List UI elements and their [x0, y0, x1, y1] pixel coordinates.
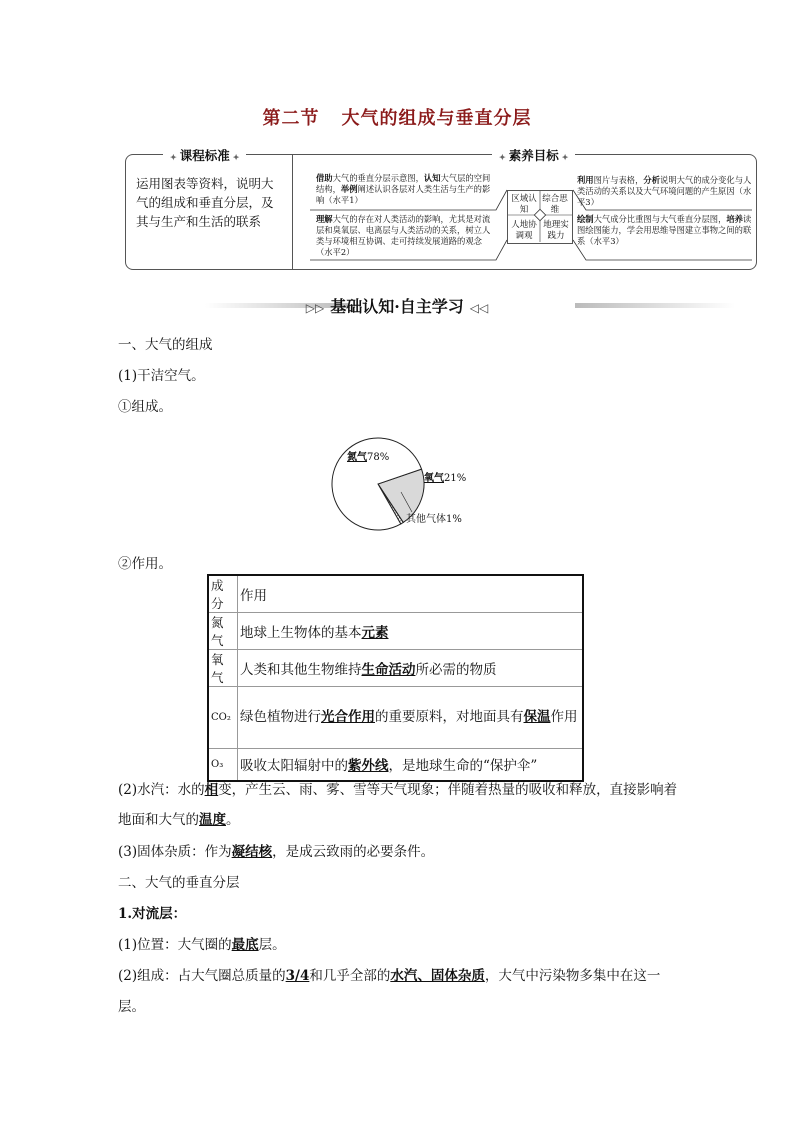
cell-answer: 生命活动 [361, 662, 416, 678]
para-water-vapor-2 [118, 808, 240, 828]
text: (1)位置：大气圈的 [118, 937, 232, 953]
cell-answer: 紫外线 [348, 758, 389, 775]
table-row [208, 749, 583, 781]
cell-text: 吸收太阳辐射中的 [240, 758, 348, 775]
cell-regional-cognition: 区域认知 [511, 194, 537, 215]
text: (2)水汽：水的 [118, 782, 205, 798]
header-divider [292, 154, 293, 270]
para-solid-impurities [118, 840, 434, 860]
para-water-vapor-1 [118, 778, 677, 798]
para-position [118, 933, 286, 953]
text: 变，产生云、雨、雾、雪等天气现象；伴随着热量的吸收和释放，直接影响着 [218, 782, 678, 798]
table-cell: 作用 [238, 575, 584, 613]
text: (3)固体杂质：作为 [118, 844, 232, 860]
text: 层。 [258, 937, 286, 953]
answer: 凝结核 [231, 844, 273, 860]
table-cell [238, 650, 584, 687]
cell-answer: 保温 [523, 709, 551, 725]
goal-text: 读图绘图能力，学会用思维导图建立事物之间的联系（水平3） [577, 214, 752, 246]
goal-keyword: 理解 [316, 214, 333, 224]
item-dry-air: (1)干洁空气。 [118, 368, 205, 384]
sub-composition: ①组成。 [118, 399, 172, 415]
answer: 最底 [231, 937, 259, 953]
pie-label-oxygen [424, 469, 466, 484]
cell-text: 作用 [550, 709, 578, 725]
text: 和几乎全部的 [309, 968, 391, 984]
goal-keyword: 绘制 [577, 214, 594, 224]
goal-text: 说明大气的成分变化与人类活动的关系以及大气环境问题的产生原因（水平3） [577, 175, 752, 207]
answer: 3/4 [285, 968, 310, 984]
standard-label: ✦ 课程标准 ✦ [163, 146, 246, 164]
cell-text: 的重要原料，对地面具有 [375, 709, 524, 725]
pie-label-nitrogen-name: 氮气 [347, 452, 367, 463]
section-banner [0, 294, 794, 317]
text: 地面和大气的 [118, 812, 199, 828]
pie-label-other-name: 其他气体 [406, 514, 446, 525]
goal-keyword: 培养 [726, 214, 743, 224]
heading-composition: 一、大气的组成 [118, 337, 213, 353]
table-cell: 氮气 [208, 613, 238, 650]
pie-label-nitrogen [347, 448, 389, 463]
goal-text: 大气的存在对人类活动的影响，尤其是对流层和臭氧层、电离层与人类活动的关系，树立人类与环境相互协调、走可持续发展道路的观念（水平2） [316, 214, 491, 257]
table-row [208, 575, 583, 613]
pie-label-oxygen-value: 21% [444, 473, 467, 484]
goal-keyword: 分析 [643, 175, 661, 185]
cell-answer: 元素 [361, 625, 389, 641]
answer: 水汽、固体杂质 [390, 968, 485, 984]
goal-text: 大气成分比重图与大气垂直分层图， [593, 214, 727, 224]
answer: 温度 [199, 812, 226, 828]
table-cell: CO₂ [208, 687, 238, 749]
pie-label-nitrogen-value: 78% [367, 452, 390, 463]
goal-keyword: 利用 [577, 175, 594, 185]
cell-text: 地球上生物体的基本 [240, 625, 362, 641]
cell-text: 所必需的物质 [415, 662, 497, 678]
goal-text: 图片与表格， [593, 175, 644, 185]
para-composition-1 [118, 964, 660, 984]
table-cell [238, 613, 584, 650]
text: ，是成云致雨的必要条件。 [272, 844, 435, 860]
standard-text: 运用图表等资料，说明大气的组成和垂直分层，及其与生产和生活的联系 [136, 176, 274, 229]
sub-function: ②作用。 [118, 556, 172, 572]
page-title [0, 104, 794, 130]
goal-keyword: 举例 [340, 184, 358, 194]
banner-right-mark: ◁◁ [469, 301, 489, 315]
cell-answer: 光合作用 [321, 709, 375, 725]
section-number: 第二节 [262, 108, 320, 129]
answer: 相 [204, 782, 219, 798]
cell-integrated-thinking: 综合思维 [542, 194, 568, 215]
table-row [208, 687, 583, 749]
banner-left-mark: ▷▷ [305, 301, 325, 315]
cell-text: 绿色植物进行 [240, 709, 321, 725]
table-cell: O₃ [208, 749, 238, 781]
goal-text: 大气的垂直分层示意图， [332, 173, 424, 183]
table-cell [238, 749, 584, 781]
cell-geo-practice: 地理实践力 [543, 220, 569, 241]
pie-label-other [406, 510, 462, 525]
function-table [207, 574, 584, 782]
table-cell [238, 687, 584, 749]
section-name: 大气的组成与垂直分层 [341, 108, 532, 129]
pie-label-other-value: 1% [446, 514, 462, 525]
goal-keyword: 认知 [423, 173, 441, 183]
text: ，大气中污染物多集中在这一 [484, 968, 661, 984]
text: (2)组成：占大气圈总质量的 [118, 968, 286, 984]
sub-troposphere: 1.对流层： [118, 906, 187, 922]
para-composition-2: 层。 [118, 999, 145, 1015]
text: 。 [226, 812, 240, 828]
table-cell: 氧气 [208, 650, 238, 687]
goal-keyword: 借助 [316, 173, 333, 183]
goal-text: 阐述认识各层对人类生活与生产的影响（水平1） [316, 184, 491, 205]
cell-human-earth: 人地协调观 [511, 220, 537, 241]
table-row [208, 613, 583, 650]
banner-text: 基础认知·自主学习 [330, 297, 464, 316]
cell-text: ，是地球生命的“保护伞” [388, 758, 538, 775]
table-row [208, 650, 583, 687]
goals-label: ✦ 素养目标 ✦ [492, 146, 575, 164]
cell-text: 人类和其他生物维持 [240, 662, 362, 678]
goal-text: 大气层的空间结构， [316, 173, 491, 194]
heading-vertical-layers: 二、大气的垂直分层 [118, 875, 240, 891]
pie-label-oxygen-name: 氧气 [424, 473, 444, 484]
table-cell: 成分 [208, 575, 238, 613]
